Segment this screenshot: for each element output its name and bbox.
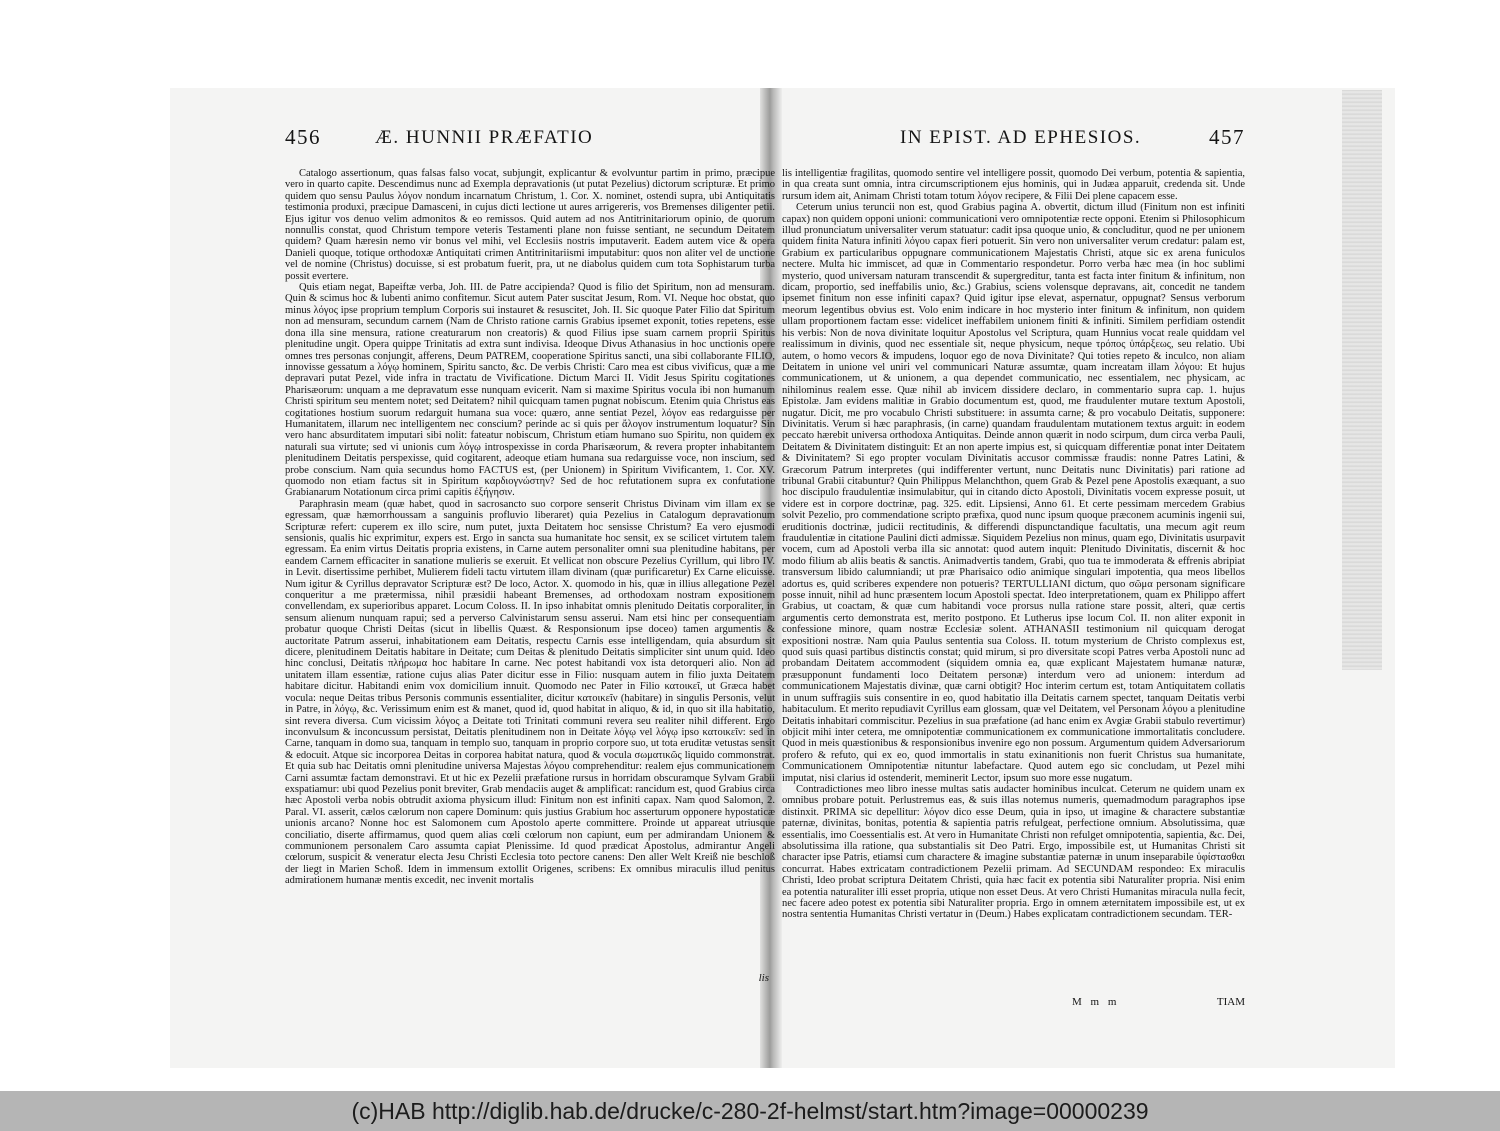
left-page-header <box>285 125 775 155</box>
paragraph: Contradictiones meo libro inesse multas satis audacter hominibus inculcat. Ceterum ne quidem unam ex omnibus probare potuit. Perlustremus eas, & suis illas notemus numeris, quemadmodum paragraphos ipse distinxit. PRIMA sic depellitur: λόγον dico esse Deum, quia in ipso, ut imagine & charactere substantiæ paternæ, divinitas, bonitas, potentia & sapientia patris refulgeat, perfectione omnium. Absolutissima, quæ essentialis, imo Coessentialis est. At vero in Humanitate Christi non refulget omnipotentia, sapientia, &c. Dei, absolutissima illa ratione, qua substantialis sit Deo Patri. Ergo, impossibile est, ut Humanitas Christi sit character ipse Patris, etiamsi cum charactere & imagine substantiæ paternæ in unum inseparabile ὑφίστασθαι concurrat. Habes extricatam contradictionem Pezelii primam. Ad SECUNDAM respondeo: Ex miraculis Christi, Ideo probat scriptura Deitatem Christi, quia hæc facit ex potentia sibi Naturaliter propria. Nisi enim ea potentia naturaliter illi esset propria, utique non esset Deus. At vero Christi Humanitas miracula nulla fecit, nec facere adeo potest ex potentia sibi Naturaliter propria. Ergo in omnem æternitatem impossibile est, ut ex nostra sententia Humanitas Christi vertatur in (Deum.) Habes explicatam contradictionem secundam. TER- <box>782 783 1245 921</box>
signature-mark: M m m <box>1072 996 1120 1008</box>
page-number-right: 457 <box>1209 125 1245 149</box>
page-number-left: 456 <box>285 125 321 149</box>
credit-bar <box>0 1091 1500 1131</box>
paragraph: Catalogo assertionum, quas falsas falso vocat, subjungit, explicantur & evolvuntur partim in primo, præcipue vero in quarto capite. Descendimus nunc ad Exempla depravationis (ut putat Pezelius) dictorum scripturæ. Et primo quidem quo sensu Paulus λόγον nondum incarnatum Christum, 1. Cor. X. nominet, ostendi supra, ubi Antiquitatis testimonia produxi, præcipue Damasceni, in cujus dicti lectione ut aures arrigereris, vos Bremenses diligenter petii. Ejus igitur vos denuo velim admonitos & eo remissos. Quid autem ad nos Antitrinitariorum opinio, de quorum nonnullis constat, quod Christum tempore veteris Testamenti plane non fuisse sentiant, ne secundum Deitatem quidem? Quam hæresin nemo vir bonus vel mihi, vel Ecclesiis nostris imputaverit. Eadem autem vice & opera Danieli quoque, totique orthodoxæ Antiquitati crimen Antitrinitariismi imputabitur: quos non aliter vel de unctione vel de nomine (Christus) docuisse, si est probatum fuerit, pra, ut ne diabolus quidem cum tota Sophistarum turba possit evertere. <box>285 168 775 282</box>
running-head-right: IN EPIST. AD EPHESIOS. <box>900 127 1142 148</box>
right-page-header <box>782 125 1245 155</box>
right-page <box>782 120 1245 1040</box>
credit-text: (c)HAB http://diglib.hab.de/drucke/c-280-2f-helmst/start.htm?image=00000239 <box>351 1097 1149 1124</box>
left-page-text <box>285 168 775 968</box>
paragraph: Quis etiam negat, Bapeiftæ verba, Joh. III. de Patre accipienda? Quod is filio det Spiritum, non ad mensuram. Quin & scimus hoc & lubenti animo confitemur. Sicut autem Pater suscitat Jesum, Rom. VI. Neque hoc obstat, quo minus λόγος ipse proprium templum Corporis sui instauret & resuscitet, Joh. II. Sic quoque Pater Filio dat Spiritum non ad mensuram, secundum carnem (Nam de Christo ratione carnis Grabius ipsemet exponit, toties repetens, esse dona illa sine mensura, ratione creaturarum non creatoris) & quod Filius ipse suam carnem proprii Spiritus plenitudine ungit. Opera quippe Trinitatis ad extra sunt indivisa. Ideoque Divus Athanasius in hoc unctionis opere omnes tres personas conjungit, afferens, Deum PATREM, cooperatione Spiritus sancti, una sibi collaborante FILIO, innovisse gessatum a λόγῳ hominem, Spiritu sancto, &c. De verbis Christi: Caro mea est cibus vivificus, quæ a me depravari putat Pezel, vide infra in tractatu de Vivificatione. Dictum Marci II. Vidit Jesus Spiritu cogitationes Pharisæorum: unquam a me depravatum esse nunquam evicerit. Nam si maxime Spiritus vocula ibi non humanum Christi spiritum seu mentem notet; sed Deitatem? nihil quicquam tamen pugnat nobiscum. Etenim quia Christus eas cogitationes hostium suorum redarguit humana sua voce: quæro, anne sentiat Pezel, λόγον eas redarguisse per Humanitatem, illarum nec intelligentem nec conscium? perinde ac si quis per ἄλογον instrumentum loquatur? Sin vero hanc absurditatem imputari sibi nolit: fateatur nobiscum, Christum etiam humano suo Spiritu, non quidem ex naturali sua virtute; sed vi unionis cum λόγῳ introspexisse in corda Pharisæorum, & revera propter inhabitantem plenitudinem Deitatis perspexisse, quid cogitarent, adeoque etiam humana sua redarguisse voce, non inscium, sed probe conscium. Nam quia secundus homo FACTUS est, (per Unionem) in Spiritum Vivificantem, 1. Cor. XV. quomodo non etiam factus sit in Spiritum καρδιογνώστην? Sed de hoc refutationem supra ex confutatione Grabianarum Notationum circa primi capitis ἐξήγησιν. <box>285 282 775 499</box>
paragraph: lis intelligentiæ fragilitas, quomodo sentire vel intelligere possit, quomodo Dei verbum, potentia & sapientia, in qua creata sunt omnia, intra circumscriptionem ejus hominis, qui in Judæa apparuit, credenda sit. Unde rursum idem ait, Animam Christi totam totum λόγον recipere, & Filii Dei plene capacem esse. <box>782 168 1245 202</box>
paragraph: Paraphrasin meam (quæ habet, quod in sacrosancto suo corpore senserit Christus Divinam vim illam ex se egressam, quæ hæmorrhoussam a sanguinis profluvio liberaret) quia Pezelius in Catalogum depravationum Scripturæ refert: cuperem ex illo scire, num putet, juxta Deitatem hoc sensisse Christum? Ea vero ejusmodi sensionis, qualis hic exprimitur, expers est. Ergo in sancta sua humanitate hoc sensit, ex se scilicet virtutem talem egressam. Ea enim virtus Deitatis propria existens, in Carne autem personaliter omni sua plenitudine habitans, per eandem Carnem efficaciter in sanatione mulieris se exeruit. Et vellicat non obscure Pezelius Cyrillum, qui libro IV. in Levit. disertissime perhibet, Mulierem fideli tactu virtutem illam divinam (quæ purificaretur) Ex Carne elicuisse. Num igitur & Cyrillus depravator Scripturæ est? De loco, Actor. X. quomodo in his, quæ in illius allegatione Pezel conqueritur a me prætermissa, nihil præsidii habeant Bremenses, ad orthodoxam nostram expositionem convellendam, ex superioribus apparet. Locum Coloss. II. In ipso inhabitat omnis plenitudo Deitatis corporaliter, in sensum alienum nunquam rapui; sed a perverso Calvinistarum sensu asserui. Nam etsi hinc per consequentiam probatur quoque Christi Deitas (sicut in libellis Quæst. & Responsionum ipse doceo) tamen argumentis & auctoritate Patrum asserui, inhabitationem eam Deitatis, respectu Carnis esse intelligendam, quia absurdum sit dicere, plenitudinem Deitatis habitare in Deitate; cum Deitas & plenitudo Deitatis simpliciter sint unum quid. Ideo hinc conclusi, Deitatis πλήρωμα hoc habitare In carne. Nec potest habitandi vox ista detorqueri alio. Non ad unitatem illam essentiæ, ratione cujus alias Pater dicitur esse in Filio: nusquam autem in filio juxta Deitatem habitare dicitur. Habitandi enim vox domicilium innuit. Quomodo nec Pater in Filio κατοικεῖ, ut Græca habet vocula: neque Deitas tribus Personis communis essentialiter, dicitur κατοικεῖν (habitare) in singulis Personis, velut in Patre, in λόγῳ, &c. Verissimum enim est & manet, quod id, quod habitat in aliquo, & id, in quo sit illa habitatio, sint revera diversa. Cum vicissim λόγος a Deitate toti Trinitati communi revera seu realiter nihil different. Ergo inconvulsum & inconcussum persistat, Deitatis plenitudinem non in Deitate λόγῳ vel λόγῳ ipso κατοικεῖν: sed in Carne, tanquam in domo sua, tanquam in templo suo, tanquam in proprio corpore suo, ut tota eruditæ vetustas sensit & edocuit. Atque sic incorporea Deitas in corporea habitat natura, quod & vocula σωματικῶς liquido commonstrat. Et quia sub hac Deitatis omni plenitudine universa Majestas λόγου comprehenditur: realem ejus communicationem Carni assumtæ factam demonstravi. Et ut hic ex Pezelii præfatione rursus in horridam obscuramque Sylvam Grabii exspatiamur: ubi quod Pezelius ponit breviter, Grab mendaciis auget & amplificat: rancidum est, quod Grabius circa hæc Apostoli verba nobis obtrudit axioma physicum illud: Finitum non est infiniti capax. Nam quod Salomon, 2. Paral. VI. asserit, cælos cælorum non capere Dominum: quis justius Grabium hoc asserturum opponere hypostaticæ unionis arcano? Nonne hoc est Salomonem cum Apostolo aperte committere. Proinde ut appareat utriusque conciliatio, diserte affirmamus, quod quem alias cœli cœlorum non capiunt, eum per admirandam Unionem & communionem personalem Caro assumta capiat Plenissime. Id quod prædicat Apostolus, admirantur Angeli cœlorum, suspicit & veneratur electa Jesu Christi Ecclesia toto pectore canens: Den aller Welt Kreiß nie beschloß der liegt in Marien Schoß. Idem in immensum extollit Origenes, scribens: Ex omnibus miraculis illud penitus admirationem humanæ mentis excedit, nec invenit mortalis <box>285 498 775 887</box>
page-edges <box>1342 90 1382 670</box>
right-page-text <box>782 168 1245 994</box>
paragraph: Ceterum unius teruncii non est, quod Grabius pagina A. obvertit, dictum illud (Finitum non est infiniti capax) non quidem opponi unioni: communicationi vero omnipotentiæ recte opponi. Etenim si Philosophicum illud pronunciatum universaliter verum statuatur: cadit ipsa quoque unio, & concluditur, quod ne per unionem quidem finita Natura infiniti λόγου capax fieri potuerit. Sin vero non universaliter verum credatur: palam est, Grabium ex particularibus oppugnare communicationem Majestatis Christi, atque sic ex arena funiculos nectere. Multa hic immiscet, ad quæ in Commentario respondetur. Porro verba hæc mea (in hoc sublimi mysterio, quod universam naturam transcendit & supergreditur, tanta est facta inter finitum & infinitum, non dicam, proportio, sed ineffabilis unio, &c.) Grabius, sciens volensque depravans, ait, concedit ne tandem ipsemet finitum non esse infiniti capax? Quid igitur ipse elevat, aspernatur, oppugnat? Sensus verborum meorum legentibus obvius est. Volo enim indicare in hoc mysterio inter finitum & infinitum, non quidem ullam proportionem factam esse: videlicet ineffabilem unionem finiti & infiniti. Similem perfidiam ostendit his verbis: Non de nova divinitate loquitur Apostolus vel Scriptura, quam Hunnius vocat reale quiddam vel realissimum in divinis, quod nec essentiale sit, neque physicum, neque τρόπος ὑπάρξεως, seu relatio. Ubi autem, o homo vecors & impudens, loquor ego de nova Divinitate? Qui toties repeto & inculco, non aliam Deitatem in unione vel uniri vel communicari Naturæ assumtæ, quam increatam illam λόγου: Et hujus communicationem, ut & unionem, a qua dependet communicatio, nec essentialem, nec physicam, ac nihilominus realem esse. Quæ nihil ab invicem dissidere declaro, in commentario supra cap. 1. hujus Epistolæ. Jam evidens malitiæ in Grabio documentum est, quod, me fraudulenter mutare textum Apostoli, nugatur. Dicit, me pro vocabulo Christi substituere: in assumta carne; & pro vocabulo Deitatis, supponere: Divinitatis. Verum si hæc paraphrasis, (in carne) quandam fraudulentam mutationem textus arguit: in eodem peccato hærebit universa orthodoxa Antiquitas. Deinde annon quærit in nodo scirpum, dum circa verba Pauli, Deitatem & Divinitatem distinguit: Et an non aperte impius est, si quicquam differentiæ ponat inter Deitatem & Divinitatem? Si ego propter voculam Divinitatis accusor commissæ fraudis: nonne Patres Latini, & Græcorum Patrum interpretes (qui indifferenter vertunt, nunc Deitatis nunc Divinitatis) pari ratione ad tribunal Grabii citabuntur? Quin Philippus Melanchthon, quem Grab & Pezel pene Apostolis exæquant, a suo hoc discipulo fraudulentiæ insimulabitur, qui in citando dicto Apostoli, Divinitatis vocem expresse posuit, ut videre est in corpore doctrinæ, pag. 325. edit. Lipsiensi, Anno 61. Et certe pessimam mercedem Grabius solvit Pezelio, pro commendatione scripto præfixa, quod nunc ipsum quoque præconem acuminis ingenii sui, eruditionis doctrinæ, judicii rectitudinis, & differendi dispunctandique facultatis, una mecum agit reum fraudulentiæ in citatione Paulini dicti admissæ. Siquidem Pezelius non minus, quam ego, Divinitatis usurpavit vocem, cum ad Apostoli verba illa sic annotat: quod autem inquit: Plenitudo Divinitatis, discernit & hoc modo filium ab aliis beatis & sanctis. Animadvertis tandem, Grabi, quo tua te immoderata & effrenis abripiat transversum libido calumniandi; ut præ Pharisaico odio animique singulari impotentia, qua meos libellos adortus es, quid scriberes expendere non potueris? TERTULLIANI dictum, quo σῶμα personam significare posse innuit, nihil ad hunc præsentem locum Apostoli spectat. Ideo interpretationem, quam ex Philippo affert Grabius, ut coactam, & quæ cum habitandi voce prorsus nulla ratione stare possit, alteri, quæ certis argumentis certo demonstrata est, merito postpono. Et Lutherus ipse locum Col. II. non aliter exponit in confessione minore, quam nostræ Ecclesiæ solent. ATHANASII testimonium nil quicquam derogat expositioni nostræ. Nam quia Paulus sententia sua Coloss. II. totum mysterium de Christo complexus est, quod suis quasi partibus distinctis constat; quid mirum, si pro diversitate scopi Patres verba Apostoli nunc ad probandam Deitatem accommodent (siquidem omnia ea, quæ explicant Majestatem humanæ naturæ, præsupponunt fundamenti loco Deitatem personæ) interdum vero ad unionem: interdum ad communicationem Majestatis divinæ, quæ carni obtigit? Hoc interim certum est, totam Antiquitatem collatis in unum suffragiis suis consentire in eo, quod habitatio illa Deitatis carnem spectet, tanquam Deitatis verbi habitaculum. Et merito repudiavit Cyrillus eam glossam, quæ vel Deitatem, vel Personam λόγου a plenitudine Deitatis inhabitari commiscitur. Pezelius in sua præfatione (ad hanc enim ex Avgiæ Grabii stabulo revertimur) objicit mihi inter cetera, me omnipotentiæ communicationem ex communicatione immortalitatis concludere. Quod in meis quæstionibus & responsionibus invenire ego non possum. Argumentum quidem Adversariorum profero & refuto, qui ex eo, quod immortalis in statu exinanitionis non fuerit Christus sua humanitate, Communicationem Omnipotentiæ nituntur labefactare. Quod autem ego sic concludam, ut Pezel mihi imputat, nisi clarius id ostenderit, meminerit Lector, ipsum suo more esse nugatum. <box>782 202 1245 784</box>
catchword-right: TIAM <box>1216 996 1245 1008</box>
left-page <box>285 120 775 1040</box>
running-head-left: Æ. HUNNII PRÆFATIO <box>375 127 594 148</box>
catchword-left: lis <box>758 972 769 984</box>
